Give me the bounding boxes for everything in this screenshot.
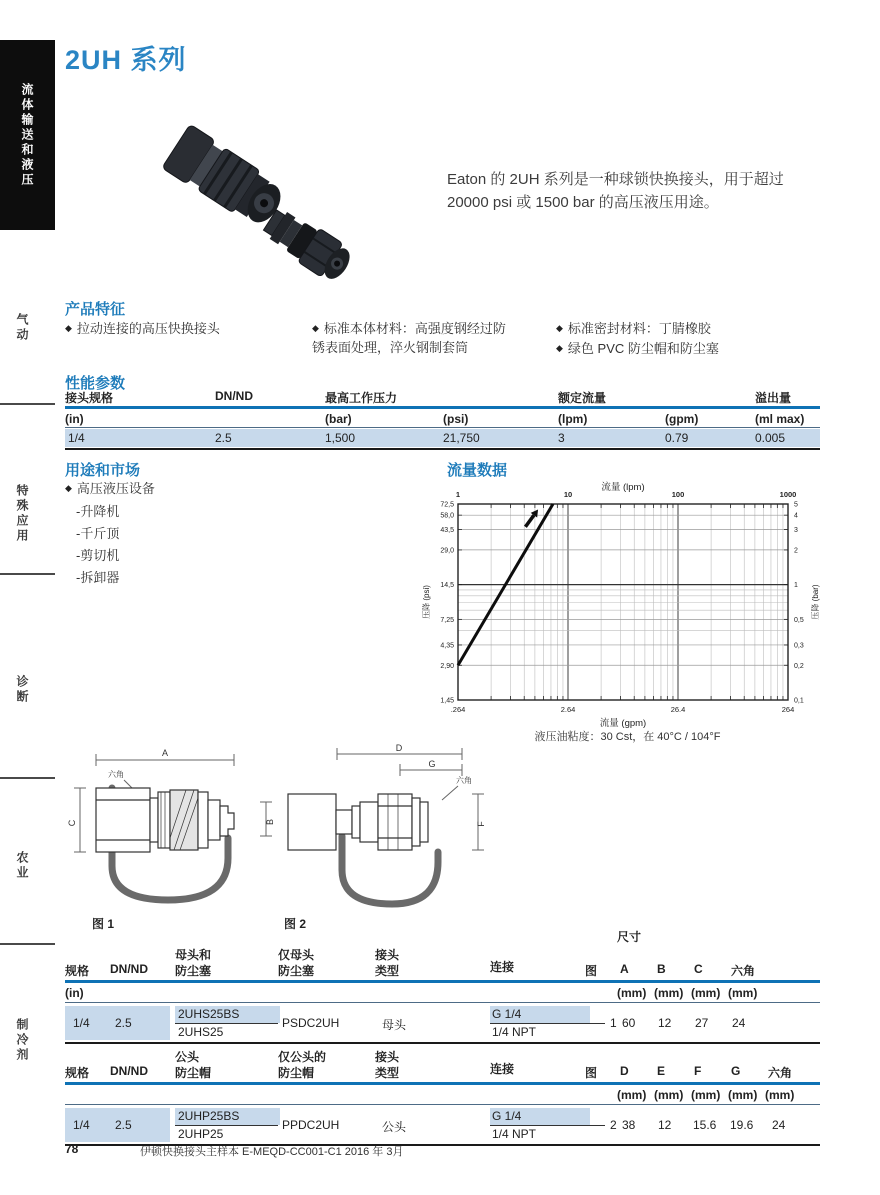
svg-text:43,5: 43,5 xyxy=(440,527,454,535)
perf-unit-ml: (ml max) xyxy=(755,412,805,426)
tm-col-spec: 规格 xyxy=(65,1066,90,1080)
sidebar-divider xyxy=(0,777,55,779)
svg-text:1000: 1000 xyxy=(779,490,797,499)
chart-footnote: 液压油粘度：30 Cst，在 40°C / 104°F xyxy=(534,731,721,743)
figure-1-drawing xyxy=(66,740,281,932)
tf-dim-a: A xyxy=(620,962,629,976)
tf-col-type2: 类型 xyxy=(375,964,400,978)
tm-col-dnnd: DN/ND xyxy=(110,1064,148,1078)
tf-col-cap2: 防尘塞 xyxy=(278,964,315,978)
tm-col-fig: 图 xyxy=(585,1066,598,1080)
svg-text:压降 (bar): 压降 (bar) xyxy=(811,584,820,620)
perf-unit-gpm: (gpm) xyxy=(665,412,699,426)
feature-bullet: ◆ 拉动连接的高压快换接头 xyxy=(65,321,220,336)
tm-val-part2: 2UHP25 xyxy=(178,1127,224,1141)
tf-val-dnnd: 2.5 xyxy=(115,1016,132,1030)
perf-val-dnnd: 2.5 xyxy=(215,431,232,445)
tm-val-g: 19.6 xyxy=(730,1118,754,1132)
svg-text:10: 10 xyxy=(563,490,573,499)
size-group-label: 尺寸 xyxy=(617,930,642,944)
perf-unit-in: (in) xyxy=(65,412,84,426)
tf-val-fig: 1 xyxy=(610,1016,617,1030)
tm-val-f: 15.6 xyxy=(693,1118,717,1132)
tm-val-cap: PPDC2UH xyxy=(282,1118,340,1132)
tm-val-conn1: G 1/4 xyxy=(492,1109,522,1123)
svg-text:26.4: 26.4 xyxy=(670,705,686,714)
tf-val-type: 母头 xyxy=(382,1018,407,1032)
tm-val-e: 12 xyxy=(658,1118,672,1132)
fig2-caption: 图 2 xyxy=(284,917,307,931)
product-description: Eaton 的 2UH 系列是一种球锁快换接头，用于超过 20000 psi 或 1500 bar 的高压液压用途。 xyxy=(447,171,784,212)
tm-col-cap2: 防尘帽 xyxy=(278,1066,315,1080)
svg-text:流量 (gpm): 流量 (gpm) xyxy=(599,718,647,729)
svg-text:4,35: 4,35 xyxy=(440,642,454,650)
sidebar-tab-pneumatics[interactable]: 气动 xyxy=(15,313,29,343)
application-sub-item: -拆卸器 xyxy=(76,570,120,585)
tm-dim-e: E xyxy=(657,1064,666,1078)
svg-text:0,5: 0,5 xyxy=(794,616,804,624)
svg-text:0,3: 0,3 xyxy=(794,642,804,650)
tm-unit-mm: (mm) xyxy=(654,1088,684,1102)
perf-val-bar: 1,500 xyxy=(325,431,356,445)
bullet-icon: ◆ xyxy=(65,483,72,493)
svg-text:72,5: 72,5 xyxy=(440,501,454,509)
tf-col-dnnd: DN/ND xyxy=(110,962,148,976)
tm-dim-g: G xyxy=(731,1064,741,1078)
svg-text:0,2: 0,2 xyxy=(794,662,804,670)
perf-col-size: 接头规格 xyxy=(65,391,114,405)
tf-col-type: 接头 xyxy=(375,948,400,962)
svg-text:5: 5 xyxy=(794,501,798,509)
fig1-hex-label: 六角 xyxy=(108,770,124,779)
tm-unit-mm: (mm) xyxy=(691,1088,721,1102)
tf-unit-mm: (mm) xyxy=(691,986,721,1000)
performance-table xyxy=(65,389,820,451)
perf-val-psi: 21,750 xyxy=(443,431,480,445)
tf-dim-hex: 六角 xyxy=(731,964,756,978)
svg-text:100: 100 xyxy=(671,490,685,499)
svg-text:2: 2 xyxy=(794,547,798,555)
tf-col-conn: 连接 xyxy=(490,960,515,974)
tf-dim-b: B xyxy=(657,962,666,976)
footer-text: 伊顿快换接头主样本 E-MEQD-CC001-C1 2016 年 3月 xyxy=(140,1146,404,1158)
fig2-dim-g-label: G xyxy=(428,759,436,769)
tm-col-conn: 连接 xyxy=(490,1062,515,1076)
svg-text:2.64: 2.64 xyxy=(560,705,576,714)
perf-col-flow: 额定流量 xyxy=(558,391,607,405)
tf-col-cap: 仅母头 xyxy=(278,948,315,962)
tf-dim-c: C xyxy=(694,962,703,976)
svg-text:.264: .264 xyxy=(450,705,466,714)
tf-val-b: 12 xyxy=(658,1016,672,1030)
svg-text:1,45: 1,45 xyxy=(440,697,454,705)
sidebar-tab-refrigerant[interactable]: 制冷剂 xyxy=(15,1017,29,1063)
svg-text:58,0: 58,0 xyxy=(440,512,454,520)
bullet-icon: ◆ xyxy=(556,343,563,353)
application-bullet: ◆ 高压液压设备 xyxy=(65,481,155,496)
bullet-icon: ◆ xyxy=(556,323,563,333)
tf-unit-mm: (mm) xyxy=(728,986,758,1000)
application-sub-item: -升降机 xyxy=(76,504,120,519)
tf-val-part2: 2UHS25 xyxy=(178,1025,224,1039)
sidebar-divider xyxy=(0,573,55,575)
application-sub-item: -剪切机 xyxy=(76,548,120,563)
page-number: 78 xyxy=(65,1142,79,1156)
tm-unit-mm: (mm) xyxy=(728,1088,758,1102)
tm-val-spec: 1/4 xyxy=(73,1118,90,1132)
features-heading: 产品特征 xyxy=(65,301,126,318)
perf-col-spill: 溢出量 xyxy=(755,391,792,405)
perf-col-pressure: 最高工作压力 xyxy=(325,391,398,405)
svg-text:流量 (lpm): 流量 (lpm) xyxy=(601,482,645,493)
tm-val-type: 公头 xyxy=(382,1120,407,1134)
tf-col-part2: 防尘塞 xyxy=(175,964,212,978)
svg-text:264: 264 xyxy=(781,705,795,714)
tm-val-conn2: 1/4 NPT xyxy=(492,1127,537,1141)
tm-col-part: 公头 xyxy=(175,1050,200,1064)
fig2-dim-f-label: F xyxy=(476,821,486,827)
perf-val-lpm: 3 xyxy=(558,431,565,445)
perf-val-size: 1/4 xyxy=(68,431,85,445)
sidebar-divider xyxy=(0,403,55,405)
fig2-hex-label: 六角 xyxy=(456,776,472,785)
product-photo xyxy=(118,98,378,303)
perf-unit-bar: (bar) xyxy=(325,412,352,426)
tf-val-conn2: 1/4 NPT xyxy=(492,1025,537,1039)
tf-val-part1: 2UHS25BS xyxy=(178,1007,240,1021)
perf-col-dnnd: DN/ND xyxy=(215,389,253,403)
bullet-icon: ◆ xyxy=(312,323,319,333)
fig1-dim-b-label: B xyxy=(265,818,275,826)
application-sub-item: -千斤顶 xyxy=(76,526,120,541)
tf-col-fig: 图 xyxy=(585,964,598,978)
svg-text:0,1: 0,1 xyxy=(794,697,804,705)
tf-val-c: 27 xyxy=(695,1016,709,1030)
feature-bullet: ◆ 绿色 PVC 防尘帽和防尘塞 xyxy=(556,341,719,356)
tf-col-part: 母头和 xyxy=(175,948,212,962)
female-coupler-shape xyxy=(162,124,290,232)
perf-val-gpm: 0.79 xyxy=(665,431,689,445)
sidebar-divider xyxy=(0,943,55,945)
svg-text:压降 (psi): 压降 (psi) xyxy=(422,585,431,619)
fig1-caption: 图 1 xyxy=(92,917,115,931)
male-parts-table xyxy=(65,1048,820,1148)
sidebar-tab-label: 流体输送和液压 xyxy=(20,82,34,188)
fig1-dim-c-label: C xyxy=(67,819,77,827)
tm-col-type: 接头 xyxy=(375,1050,400,1064)
tm-val-dnnd: 2.5 xyxy=(115,1118,132,1132)
fig2-dim-d-label: D xyxy=(395,743,403,753)
tf-val-a: 60 xyxy=(622,1016,636,1030)
tf-unit-mm: (mm) xyxy=(654,986,684,1000)
male-nipple-shape xyxy=(259,203,356,286)
female-parts-table xyxy=(65,928,820,1046)
sidebar-tab-fluid-conveyance[interactable] xyxy=(0,40,55,230)
fig1-dim-a-label: A xyxy=(161,748,169,758)
svg-text:1: 1 xyxy=(794,582,798,590)
applications-heading: 用途和市场 xyxy=(65,462,141,479)
perf-unit-lpm: (lpm) xyxy=(558,412,588,426)
tf-unit-mm: (mm) xyxy=(617,986,647,1000)
tf-col-spec: 规格 xyxy=(65,964,90,978)
svg-text:3: 3 xyxy=(794,527,798,535)
tf-val-conn1: G 1/4 xyxy=(492,1007,522,1021)
svg-text:29,0: 29,0 xyxy=(440,547,454,555)
tm-unit-mm: (mm) xyxy=(765,1088,795,1102)
sidebar-tab-special-applications[interactable]: 特殊应用 xyxy=(15,484,29,544)
tm-val-part1: 2UHP25BS xyxy=(178,1109,240,1123)
tm-val-d: 38 xyxy=(622,1118,636,1132)
tf-unit-in: (in) xyxy=(65,986,84,1000)
tm-col-part2: 防尘帽 xyxy=(175,1066,212,1080)
tm-col-cap: 仅公头的 xyxy=(278,1050,327,1064)
feature-bullet: ◆ 标准密封材料：丁腈橡胶 xyxy=(556,321,711,336)
tm-val-hex: 24 xyxy=(772,1118,786,1132)
feature-bullet: ◆ 标准本体材料：高强度钢经过防锈表面处理，淬火钢制套筒 xyxy=(312,321,506,355)
svg-text:1: 1 xyxy=(455,490,461,499)
figure-2-drawing xyxy=(282,740,487,932)
tm-dim-d: D xyxy=(620,1064,629,1078)
bullet-icon: ◆ xyxy=(65,323,72,333)
sidebar-tab-agriculture[interactable]: 农业 xyxy=(15,851,29,881)
svg-text:14,5: 14,5 xyxy=(440,582,454,590)
sidebar-tab-diagnostics[interactable]: 诊断 xyxy=(15,675,29,705)
performance-heading: 性能参数 xyxy=(65,375,126,392)
svg-text:7,25: 7,25 xyxy=(440,616,454,624)
page-title: 2UH 系列 xyxy=(65,45,187,75)
flow-chart xyxy=(420,478,850,730)
tf-val-cap: PSDC2UH xyxy=(282,1016,340,1030)
perf-val-ml: 0.005 xyxy=(755,431,786,445)
flow-data-heading: 流量数据 xyxy=(447,462,508,479)
tm-dim-f: F xyxy=(694,1064,702,1078)
tf-val-hex: 24 xyxy=(732,1016,746,1030)
tm-val-fig: 2 xyxy=(610,1118,617,1132)
perf-unit-psi: (psi) xyxy=(443,412,469,426)
svg-text:2,90: 2,90 xyxy=(440,662,454,670)
tf-val-spec: 1/4 xyxy=(73,1016,90,1030)
svg-text:4: 4 xyxy=(794,512,798,520)
tm-col-type2: 类型 xyxy=(375,1066,400,1080)
tm-unit-mm: (mm) xyxy=(617,1088,647,1102)
tm-dim-hex: 六角 xyxy=(768,1066,793,1080)
